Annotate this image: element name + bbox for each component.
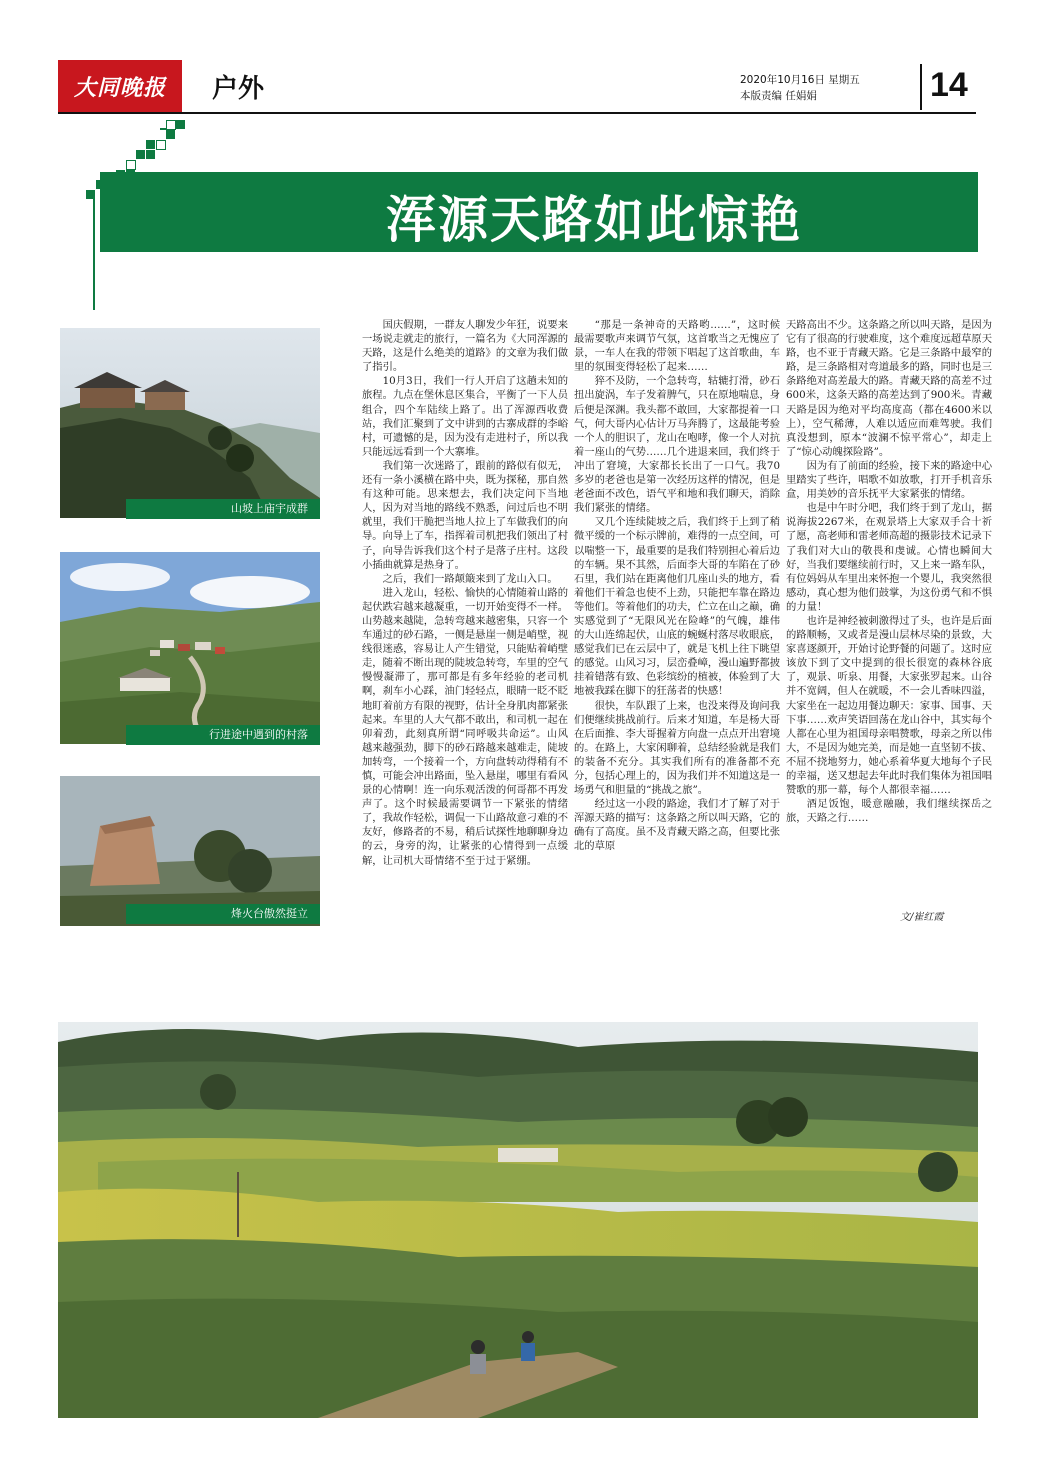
- paragraph: 酒足饭饱，暖意融融，我们继续探岳之旅，天路之行……: [786, 798, 992, 825]
- paragraph: 经过这一小段的路途，我们才了解了对于浑源天路的描写：这条路之所以叫天路，它的确有了高度。虽不及青藏天路之高，但要比张北的草原: [574, 798, 780, 853]
- photo-caption-2: 行进途中遇到的村落: [126, 725, 320, 745]
- paragraph: 天路高出不少。这条路之所以叫天路，是因为它有了很高的行驶难度，这个难度远超草原天路，也不亚于青藏天路。它是三条路中最窄的路，是三条路相对弯道最多的路，同时也是三条路绝对高差最大的路。青藏天路的高差不过600米，这条天路的高差达到了900米。青藏天路是因为绝对平均高度高（都在4600米以上），空气稀薄，人难以适应而难驾驶。我们真没想到，原本“波澜不惊平常心”，却走上了“惊心动魄探险路”。: [786, 319, 992, 458]
- photo-terraced-fields: [58, 1022, 978, 1418]
- photo-hilltop-temple: [60, 328, 320, 518]
- header-divider: [920, 64, 922, 110]
- article-title: 浑源天路如此惊艳: [386, 190, 802, 249]
- paragraph: 10月3日，我们一行人开启了这趟未知的旅程。九点在堡休息区集合，平衡了一下人员组合，四个车陆续上路了。出了浑源西收费站，我们汇聚到了文中讲到的古寨成群的李峪村，可遗憾的是，因为没有走进村子，所以我只能远远看到一个大寨堆。: [362, 375, 568, 458]
- paragraph: 又几个连续陡坡之后，我们终于上到了稍微平缓的一个标示牌前，难得的一点空间，可以喘整一下，最重要的是我们特别担心着后边的车辆。果不其然，后面李大哥的车陷在了砂石里，我们站在距离他们几座山头的地方，看着他们干着急也使不上劲，只能把车靠在路边等他们。等着他们的功夫，伫立在山之巅，确实感觉到了“无限风光在险峰”的气魄，雄伟的大山连绵起伏，山底的蜿蜒村落尽收眼底，感觉我们已在云层中了，就是飞机上往下眺望的感觉。山风习习，层峦叠嶂，漫山遍野都披挂着错落有致、色彩缤纷的植被，体验到了大地被我踩在脚下的狂荡者的快感！: [574, 516, 780, 698]
- paragraph: 因为有了前面的经验，接下来的路途中心里踏实了些许，唱歌不如放歌，打开手机音乐盒，用美妙的音乐抚平大家紧张的情绪。: [786, 459, 992, 501]
- section-title: 户外: [212, 74, 265, 104]
- paragraph: 也许是神经被刺激得过了头，也许是后面的路顺畅，又或者是漫山层林尽染的景致，大家喜逐颜开，开始讨论野餐的问题了。这时应该放下到了文中提到的很长很宽的森林谷底了，观景、听泉、用餐，大家张罗起来。山谷并不宽阔，但人在就暖，不一会儿香味四溢，大家坐在一起边用餐边聊天：家事、国事、天下事……欢声笑语回荡在龙山谷中，其实每个人都在心里为祖国母亲唱赞歌，母亲之所以伟大，不是因为她完美，而是她一直坚韧不拔、不屈不挠地努力，她心系着华夏大地每个子民的幸福，送又想起去年此时我们集体为祖国唱赞歌的那一幕，每个人都很幸福……: [786, 614, 992, 797]
- article-column-2: [574, 318, 780, 854]
- paragraph: 也是中午时分吧，我们终于到了龙山，据说海拔2267米，在观景塔上大家双手合十祈了愿，高老师和雷老师高超的摄影技术记录下了我们对大山的敬畏和虔诚。心情也瞬间大好，当我们要继续前行时，又上来一路车队，有位妈妈从车里出来怀抱一个婴儿，我突然很感动，真心想为他们鼓掌，为这份勇气和不惧的力量！: [786, 502, 992, 613]
- article-column-1: [362, 318, 568, 868]
- page-number: 14: [930, 66, 968, 104]
- page-editor: 本版责编 任娟娟: [740, 90, 817, 102]
- photo-caption-1: 山坡上庙宇成群: [126, 499, 320, 519]
- village-photo-art: [60, 552, 320, 744]
- landscape-photo-art: [58, 1022, 978, 1418]
- author-byline: 文/崔红霞: [900, 912, 944, 923]
- paragraph: 很快，车队跟了上来，也没来得及询问我们便继续挑战前行。后来才知道，车是杨大哥在后面推、李大哥握着方向盘一点点开出窘境的。在路上，大家闲聊着，总结经验就是我们的装备不充分。其实我们所有的准备都不充分，包括心理上的，因为我们并不知道这是一场勇气和胆量的“挑战之旅”。: [574, 699, 780, 797]
- paragraph: 之后，我们一路颠簸来到了龙山入口。: [382, 572, 558, 585]
- dateline: [740, 72, 860, 104]
- paragraph: 猝不及防，一个急转弯，轱辘打滑，砂石扭出旋涡，车子发着脾气，只在原地喘息，身后便是深渊。我头都不敢回，大家都提着一口气，何大哥内心估计万马奔腾了，这最能考验一个人的胆识了，龙山在咆哮，像一个人对抗着一座山的气势……几个进退来回，我们终于冲出了窘境，大家都长长出了一口气。我70多岁的老爸也是第一次经历这样的情况，但是老爸面不改色，语气平和地和我们聊天，消除我们紧张的情绪。: [574, 375, 780, 515]
- masthead-text: 大同晚报: [73, 74, 166, 101]
- photo-caption-3: 烽火台傲然挺立: [126, 904, 320, 924]
- photo-mountain-village: [60, 552, 320, 744]
- paragraph: 我们第一次迷路了，跟前的路似有似无，还有一条小溪横在路中央，既为探秘，那自然有这种可能。思来想去，我们决定问下当地人，因为对当地的路线不熟悉，问过后也不明就里，我们干脆把当地人拉上了车做我们的向导。向导上了车，指挥着司机把我们领出了村子，向导告诉我们这个村子是落子庄村。这段小插曲就算是热身了。: [362, 459, 568, 571]
- temple-photo-art: [60, 328, 320, 518]
- issue-date: 2020年10月16日 星期五: [740, 74, 860, 86]
- paragraph: “那是一条神奇的天路哟……”，这时候最需要歌声来调节气氛，这首歌当之无愧应了景，一车人在我的带领下唱起了这首歌曲，车里的氛围变得轻松了起来……: [574, 319, 780, 374]
- article-column-3: [786, 318, 992, 825]
- paragraph: 进入龙山，轻松、愉快的心情随着山路的起伏跌宕越来越凝重，一切开始变得不一样。山势越来越陡，急转弯越来越密集，只容一个车通过的砂石路，一侧是悬崖一侧是峭壁，视线很迷惑，容易让人产生错觉，只能贴着峭壁走，随着不断出现的陡坡急转弯，车里的空气慢慢凝滞了，那可都是有多年经验的老司机啊，刹车小心踩，油门轻轻点，眼睛一眨不眨地盯着前方有限的视野，估计全身肌肉都紧张起来。车里的人大气都不敢出，和司机一起在卯着劲，此刻真所谓“同呼吸共命运”。山风越来越强劲，脚下的砂石路越来越难走，陡坡加转弯，一个接着一个，方向盘转动得稍有不慎，可能会冲出路面，坠入悬崖，哪里有看风景的心情啊！连一向乐观活泼的何哥都不再发声了。这个时候最需要调节一下紧张的情绪了，我故作轻松，调侃一下山路故意刁难的不友好，修路者的不易，稍后试探性地聊聊身边的云，身旁的沟，让紧张的心情得到一点缓解，让司机大哥情绪不至于过于紧绷。: [362, 586, 568, 867]
- header-rule: [58, 112, 976, 114]
- paragraph: 国庆假期，一群友人聊发少年狂，说要来一场说走就走的旅行，一篇名为《大同浑源的天路，这是什么绝美的道路》的文章为我们做了指引。: [362, 319, 568, 374]
- masthead-logo: [58, 60, 182, 112]
